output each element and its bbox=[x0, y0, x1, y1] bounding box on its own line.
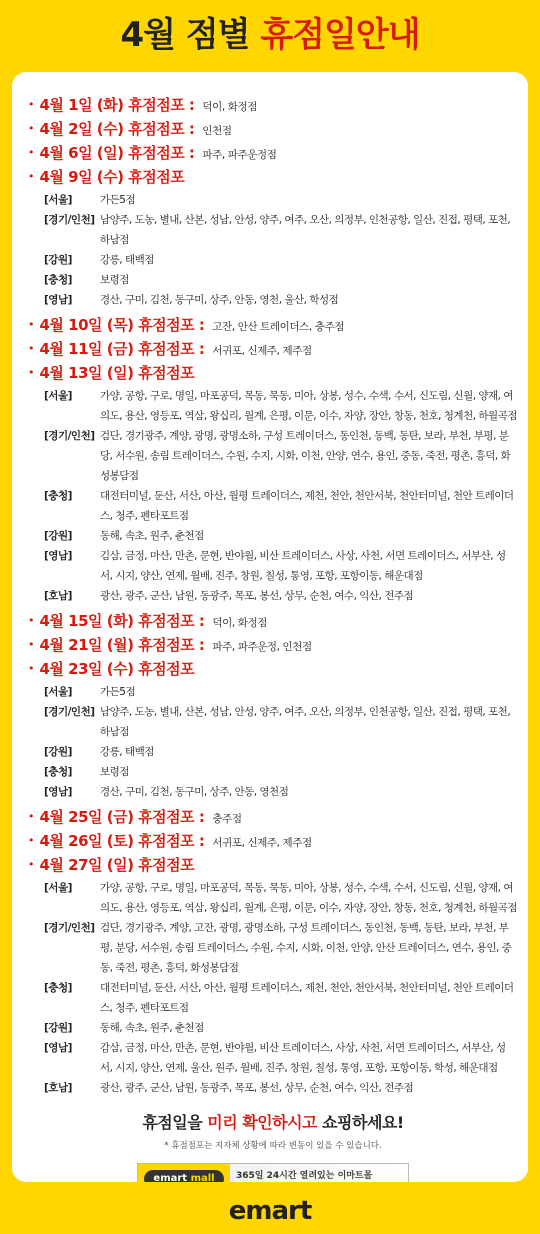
closure-entry bbox=[28, 94, 518, 115]
region-name: [강원] bbox=[44, 530, 72, 542]
region-row bbox=[44, 682, 518, 702]
region-row bbox=[44, 486, 518, 526]
region-row bbox=[44, 702, 518, 742]
region-stores: 남양주, 도농, 별내, 산본, 성남, 안성, 양주, 여주, 오산, 의정부, 인천공항, 일산, 진접, 평택, 포천, 하남점 bbox=[100, 214, 511, 246]
region-name: [경기/인천] bbox=[44, 430, 95, 442]
region-list bbox=[28, 878, 518, 1098]
region-name: [강원] bbox=[44, 1022, 72, 1034]
notice-text bbox=[28, 1110, 518, 1133]
closure-entry bbox=[28, 362, 518, 606]
region-row bbox=[44, 978, 518, 1018]
region-name: [서울] bbox=[44, 882, 72, 894]
entry-stores: 인천점 bbox=[202, 125, 232, 137]
region-name: [강원] bbox=[44, 254, 72, 266]
entry-stores: 파주, 파주운정점 bbox=[202, 149, 277, 161]
region-stores: 광산, 광주, 군산, 남원, 동광주, 목포, 봉선, 상무, 순천, 여수, 익산, 전주점 bbox=[100, 590, 414, 602]
region-stores: 동해, 속초, 원주, 춘천점 bbox=[100, 1022, 204, 1034]
region-row bbox=[44, 290, 518, 310]
region-name: [서울] bbox=[44, 194, 72, 206]
banner-headline: 365일 24시간 열려있는 이마트몰 bbox=[236, 1171, 373, 1181]
region-row bbox=[44, 210, 518, 250]
closure-entry bbox=[28, 338, 518, 359]
region-name: [호남] bbox=[44, 590, 72, 602]
entry-date: 4월 1일 (화) 휴점점포 : bbox=[39, 96, 195, 114]
region-row bbox=[44, 762, 518, 782]
bullet-icon: • bbox=[28, 662, 35, 675]
region-stores: 김삼, 금정, 마산, 만촌, 문현, 반야월, 비산 트레이더스, 사상, 사천, 서면 트레이더스, 서부산, 성서, 시지, 양산, 연제, 월배, 진주, 창원, 칠성, 통영, 포항, 포항이동, 해운대점 bbox=[100, 550, 506, 582]
bullet-icon: • bbox=[28, 614, 35, 627]
entry-header bbox=[28, 610, 518, 631]
entry-header bbox=[28, 314, 518, 335]
emart-mall-banner[interactable] bbox=[137, 1163, 409, 1182]
closure-entry bbox=[28, 166, 518, 310]
region-row bbox=[44, 426, 518, 486]
entry-date: 4월 21일 (월) 휴점점포 : bbox=[39, 636, 205, 654]
entry-date: 4월 13일 (일) 휴점점포 bbox=[39, 364, 195, 382]
closure-entry bbox=[28, 142, 518, 163]
region-stores: 가든5점 bbox=[100, 194, 136, 206]
closure-entry bbox=[28, 854, 518, 1098]
entry-header bbox=[28, 806, 518, 827]
region-stores: 가든5점 bbox=[100, 686, 136, 698]
region-row bbox=[44, 742, 518, 762]
entry-header bbox=[28, 118, 518, 139]
entry-header bbox=[28, 362, 518, 383]
entry-date: 4월 9일 (수) 휴점점포 bbox=[39, 168, 185, 186]
region-stores: 가양, 공항, 구로, 명일, 마포공덕, 목동, 묵동, 미아, 상봉, 성수, 수색, 수서, 신도림, 신월, 양재, 여의도, 용산, 영등포, 역삼, 왕십리, 월계, 은평, 이문, 이수, 자양, 장안, 창동, 천호, 청계천, 하월곡점 bbox=[100, 882, 517, 914]
region-stores: 검단, 경기광주, 계양, 고잔, 광명, 광명소하, 구성 트레이더스, 동인천, 동백, 동탄, 보라, 부천, 부평, 분당, 서수원, 송림 트레이더스, 수원, 수지, 시화, 이천, 안양, 안산 트레이더스, 연수, 용인, 중동, 죽전, 평촌, 흥덕, 화성봉담점 bbox=[100, 922, 512, 974]
entry-date: 4월 26일 (토) 휴점점포 : bbox=[39, 832, 205, 850]
bullet-icon: • bbox=[28, 122, 35, 135]
region-stores: 동해, 속초, 원주, 춘천점 bbox=[100, 530, 204, 542]
entry-header bbox=[28, 634, 518, 655]
region-row bbox=[44, 250, 518, 270]
title-red: 휴점일안내 bbox=[260, 15, 420, 55]
region-row bbox=[44, 546, 518, 586]
emart-logo: emart bbox=[228, 1196, 312, 1226]
entry-date: 4월 23일 (수) 휴점점포 bbox=[39, 660, 195, 678]
entry-date: 4월 10일 (목) 휴점점포 : bbox=[39, 316, 205, 334]
entry-stores: 서귀포, 신제주, 제주점 bbox=[212, 837, 312, 849]
region-name: [서울] bbox=[44, 390, 72, 402]
entry-stores: 서귀포, 신제주, 제주점 bbox=[212, 345, 312, 357]
region-stores: 광산, 광주, 군산, 남원, 동광주, 목포, 봉선, 상무, 순천, 여수, 익산, 전주점 bbox=[100, 1082, 414, 1094]
bullet-icon: • bbox=[28, 638, 35, 651]
emart-mall-logo: emart mall bbox=[144, 1170, 224, 1182]
region-row bbox=[44, 1078, 518, 1098]
region-row bbox=[44, 1038, 518, 1078]
region-row bbox=[44, 918, 518, 978]
region-stores: 강릉, 태백점 bbox=[100, 746, 154, 758]
region-name: [충청] bbox=[44, 274, 72, 286]
region-stores: 대전터미널, 둔산, 서산, 아산, 월평 트레이더스, 제천, 천안, 천안서북, 천안터미널, 천안 트레이더스, 청주, 펜타포트점 bbox=[100, 982, 514, 1014]
region-name: [경기/인천] bbox=[44, 706, 95, 718]
entry-date: 4월 25일 (금) 휴점점포 : bbox=[39, 808, 205, 826]
entry-header bbox=[28, 166, 518, 187]
region-stores: 경산, 구미, 김천, 동구미, 상주, 안동, 영천점 bbox=[100, 786, 289, 798]
bullet-icon: • bbox=[28, 366, 35, 379]
region-list bbox=[28, 682, 518, 802]
bullet-icon: • bbox=[28, 834, 35, 847]
entry-stores: 덕이, 화정점 bbox=[202, 101, 257, 113]
notice-part2: 쇼핑하세요! bbox=[317, 1113, 404, 1132]
sub-note: * 휴점점포는 지자체 상황에 따라 변동이 있을 수 있습니다. bbox=[164, 1141, 382, 1151]
notice-part1: 휴점일을 bbox=[142, 1113, 208, 1132]
title-black: 4월 점별 bbox=[120, 15, 261, 55]
entries-list bbox=[28, 94, 518, 1098]
entry-stores: 고잔, 안산 트레이더스, 충주점 bbox=[212, 321, 344, 333]
entry-date: 4월 2일 (수) 휴점점포 : bbox=[39, 120, 195, 138]
region-row bbox=[44, 526, 518, 546]
region-name: [경기/인천] bbox=[44, 922, 95, 934]
bullet-icon: • bbox=[28, 342, 35, 355]
entry-date: 4월 6일 (일) 휴점점포 : bbox=[39, 144, 195, 162]
region-stores: 대전터미널, 둔산, 서산, 아산, 월평 트레이더스, 제천, 천안, 천안서북, 천안터미널, 천안 트레이더스, 청주, 펜타포트점 bbox=[100, 490, 514, 522]
region-name: [영남] bbox=[44, 294, 72, 306]
region-name: [경기/인천] bbox=[44, 214, 95, 226]
bullet-icon: • bbox=[28, 98, 35, 111]
region-stores: 강릉, 태백점 bbox=[100, 254, 154, 266]
region-row bbox=[44, 878, 518, 918]
entry-header bbox=[28, 94, 518, 115]
bullet-icon: • bbox=[28, 170, 35, 183]
closure-entry bbox=[28, 314, 518, 335]
region-stores: 가양, 공항, 구로, 명일, 마포공덕, 목동, 묵동, 미아, 상봉, 성수, 수색, 수서, 신도림, 신월, 양재, 여의도, 용산, 영등포, 역삼, 왕십리, 월계, 은평, 이문, 이수, 자양, 장안, 창동, 천호, 청계천, 하월곡점 bbox=[100, 390, 517, 422]
region-name: [호남] bbox=[44, 1082, 72, 1094]
bullet-icon: • bbox=[28, 146, 35, 159]
closure-list-card bbox=[12, 72, 528, 1182]
entry-stores: 충주점 bbox=[212, 813, 242, 825]
entry-stores: 덕이, 화정점 bbox=[212, 617, 267, 629]
closure-entry bbox=[28, 118, 518, 139]
entry-date: 4월 11일 (금) 휴점점포 : bbox=[39, 340, 205, 358]
region-row bbox=[44, 1018, 518, 1038]
region-row bbox=[44, 586, 518, 606]
region-row bbox=[44, 270, 518, 290]
entry-stores: 파주, 파주운정, 인천점 bbox=[212, 641, 312, 653]
region-stores: 검단, 경기광주, 계양, 광명, 광명소하, 구성 트레이더스, 동인천, 동백, 동탄, 보라, 부천, 부평, 분당, 서수원, 송림 트레이더스, 수원, 수지, 시화, 이천, 안양, 연수, 용인, 중동, 죽전, 평촌, 흥덕, 화성봉담점 bbox=[100, 430, 511, 482]
entry-header bbox=[28, 854, 518, 875]
region-name: [충청] bbox=[44, 982, 72, 994]
bullet-icon: • bbox=[28, 810, 35, 823]
region-name: [영남] bbox=[44, 786, 72, 798]
region-stores: 보령점 bbox=[100, 274, 129, 286]
region-name: [충청] bbox=[44, 766, 72, 778]
region-stores: 경산, 구미, 김천, 동구미, 상주, 안동, 영천, 울산, 학성점 bbox=[100, 294, 339, 306]
region-stores: 남양주, 도농, 별내, 산본, 성남, 안성, 양주, 여주, 오산, 의정부, 인천공항, 일산, 진접, 평택, 포천, 하남점 bbox=[100, 706, 511, 738]
closure-entry bbox=[28, 634, 518, 655]
entry-header bbox=[28, 338, 518, 359]
region-list bbox=[28, 386, 518, 606]
region-stores: 감삼, 금정, 마산, 만촌, 문현, 반야월, 비산 트레이더스, 사상, 사천, 서면 트레이더스, 서부산, 성서, 시지, 양산, 연제, 울산, 원주, 월배, 진주, 창원, 칠성, 통영, 포항, 포항이동, 학성, 해운대점 bbox=[100, 1042, 506, 1074]
region-name: [충청] bbox=[44, 490, 72, 502]
closure-entry bbox=[28, 830, 518, 851]
region-name: [강원] bbox=[44, 746, 72, 758]
entry-date: 4월 15일 (화) 휴점점포 : bbox=[39, 612, 205, 630]
region-name: [영남] bbox=[44, 1042, 72, 1054]
closure-entry bbox=[28, 806, 518, 827]
region-row bbox=[44, 782, 518, 802]
closure-entry bbox=[28, 658, 518, 802]
bullet-icon: • bbox=[28, 858, 35, 871]
entry-header bbox=[28, 830, 518, 851]
closure-entry bbox=[28, 610, 518, 631]
region-stores: 보령점 bbox=[100, 766, 129, 778]
region-row bbox=[44, 386, 518, 426]
region-name: [서울] bbox=[44, 686, 72, 698]
bullet-icon: • bbox=[28, 318, 35, 331]
region-row bbox=[44, 190, 518, 210]
entry-date: 4월 27일 (일) 휴점점포 bbox=[39, 856, 195, 874]
notice-red: 미리 확인하시고 bbox=[207, 1113, 317, 1132]
banner-logo-area bbox=[138, 1164, 230, 1182]
region-list bbox=[28, 190, 518, 310]
banner-text-area bbox=[230, 1164, 408, 1182]
region-name: [영남] bbox=[44, 550, 72, 562]
entry-header bbox=[28, 142, 518, 163]
entry-header bbox=[28, 658, 518, 679]
page-title bbox=[0, 0, 540, 70]
